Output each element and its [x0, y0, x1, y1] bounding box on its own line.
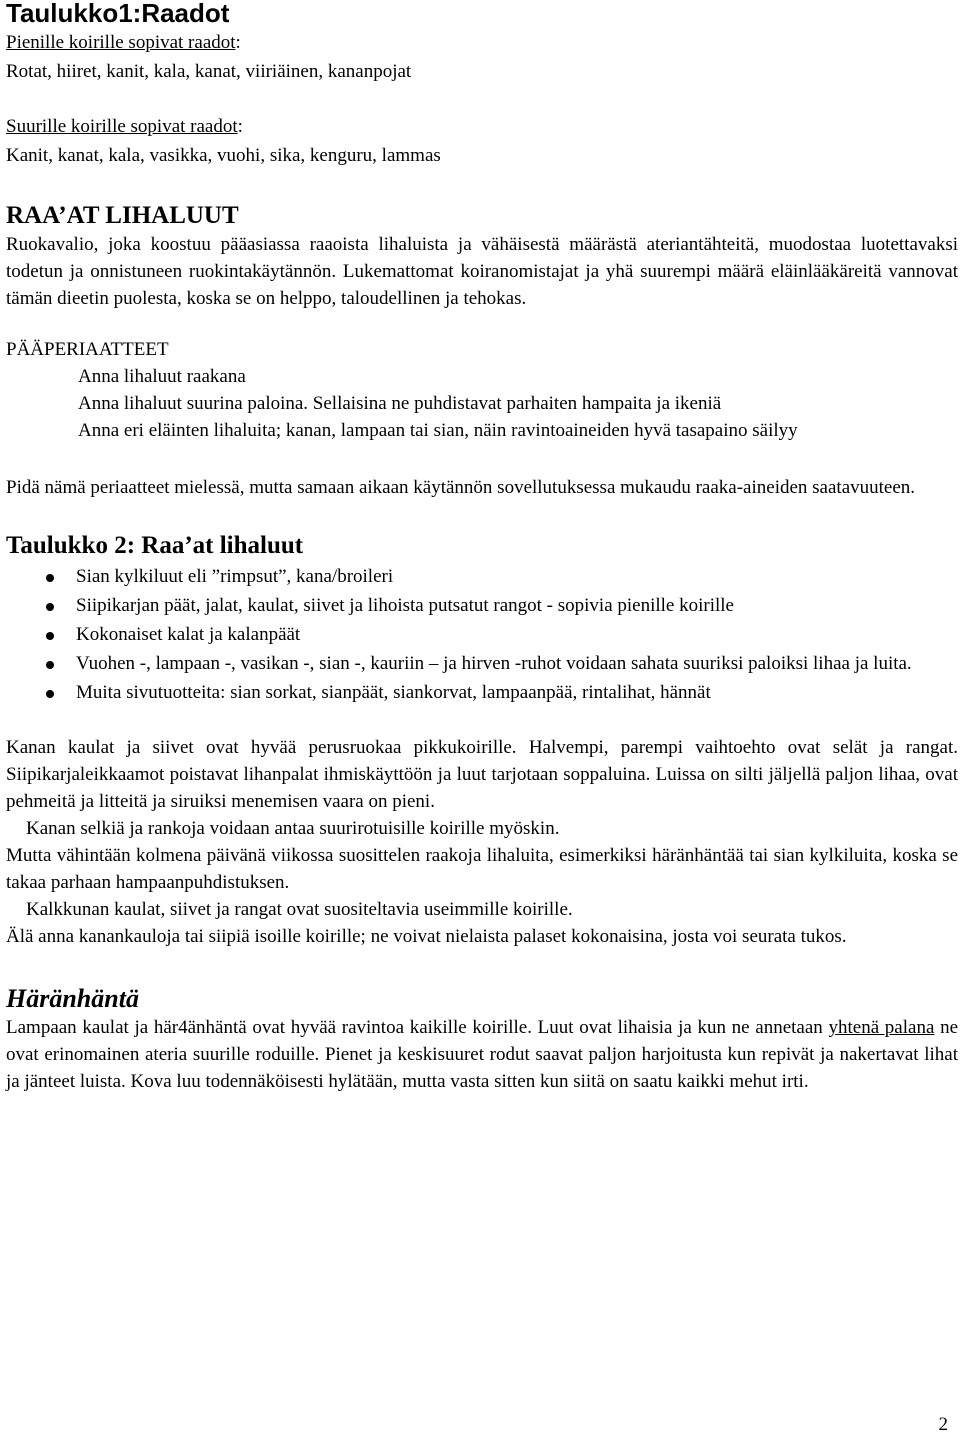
list-item: Vuohen -, lampaan -, vasikan -, sian -, kauriin – ja hirven -ruhot voidaan sahata suuriksi paloiksi lihaa ja luita.	[6, 650, 958, 679]
bullet-icon	[46, 603, 54, 611]
bullet-icon	[46, 574, 54, 582]
document-page	[6, 0, 958, 1095]
list-item: Siipikarjan päät, jalat, kaulat, siivet ja lihoista putsatut rangot - sopivia pienille koirille	[6, 592, 958, 621]
bullet-icon	[46, 690, 54, 698]
large-dogs-section	[6, 112, 958, 141]
principles-note: Pidä nämä periaatteet mielessä, mutta samaan aikaan käytännön sovellutuksessa mukaudu raaka-aineiden saatavuuteen.	[6, 477, 916, 498]
small-dogs-items: Rotat, hiiret, kanit, kala, kanat, viiriäinen, kananpojat	[6, 61, 412, 82]
large-dogs-items: Kanit, kanat, kala, vasikka, vuohi, sika, kenguru, lammas	[6, 145, 441, 166]
list-item: Anna eri eläinten lihaluita; kanan, lampaan tai sian, näin ravintoaineiden hyvä tasapaino säilyy	[78, 420, 798, 441]
list-item: Anna lihaluut raakana	[78, 366, 246, 387]
large-dogs-colon: :	[237, 116, 243, 137]
list-item: Sian kylkiluut eli ”rimpsut”, kana/broileri	[6, 563, 958, 592]
oxtail-underlined-text: yhtenä palana	[828, 1017, 935, 1038]
bullet-icon	[46, 632, 54, 640]
oxtail-heading: Häränhäntä	[6, 984, 139, 1013]
oxtail-paragraph: Lampaan kaulat ja här4änhäntä ovat hyvää ravintoa kaikille koirille. Luut ovat lihaisia ja kun ne annetaan yhtenä palana ne ovat erinomainen ateria suurille roduille. Pienet ja keskisuuret rodut saavat paljon harjoitusta kun repivät ja nakertavat lihat ja jänteet luista. Kova luu todennäköisesti hylätään, mutta vasta sitten kun siitä on saatu kaikki mehut irti.	[6, 1017, 958, 1092]
body-paragraph-3: Mutta vähintään kolmena päivänä viikossa suosittelen raakoja lihaluita, esimerkiksi häränhäntää tai sian kylkiluita, koska se takaa parhaan hampaanpuhdistuksen.	[6, 845, 958, 893]
body-paragraph-1: Kanan kaulat ja siivet ovat hyvää perusruokaa pikkukoirille. Halvempi, parempi vaihtoehto ovat selät ja rangat. Siipikarjaleikkaamot poistavat lihanpalat ihmiskäyttöön ja luut tarjotaan soppaluina. Luissa on silti jäljellä paljon lihaa, ovat pehmeitä ja litteitä ja siruiksi menemisen vaara on pieni.	[6, 737, 958, 812]
table2-list	[6, 563, 958, 708]
principles-list	[6, 364, 958, 445]
body-paragraph-2: Kanan selkiä ja rankoja voidaan antaa suurirotuisille koirille myöskin.	[26, 818, 560, 839]
raw-bones-heading: RAA’AT LIHALUUT	[6, 202, 239, 229]
small-dogs-heading: Pienille koirille sopivat raadot	[6, 32, 236, 53]
bullet-icon	[46, 661, 54, 669]
page-number: 2	[938, 1414, 948, 1435]
list-item: Muita sivutuotteita: sian sorkat, sianpäät, siankorvat, lampaanpää, rintalihat, hännät	[6, 679, 958, 708]
large-dogs-heading: Suurille koirille sopivat raadot	[6, 116, 238, 137]
table2-heading: Taulukko 2: Raa’at lihaluut	[6, 532, 304, 559]
list-item: Kokonaiset kalat ja kalanpäät	[6, 621, 958, 650]
raw-bones-paragraph: Ruokavalio, joka koostuu pääasiassa raaoista lihaluista ja vähäisestä määrästä ateriantähteitä, muodostaa luotettavaksi todetun ja onnistuneen ruokintakäytännön. Lukemattomat koiranomistajat ja yhä suurempi määrä eläinlääkäreitä vannovat tämän dieetin puolesta, koska se on helppo, taloudellinen ja tehokas.	[6, 234, 958, 309]
page-title: Taulukko1:Raadot	[6, 0, 230, 28]
principles-heading: PÄÄPERIAATTEET	[6, 339, 169, 360]
small-dogs-colon: :	[235, 32, 241, 53]
body-paragraph-5: Älä anna kanankauloja tai siipiä isoille koirille; ne voivat nielaista palaset kokonaisina, josta voi seurata tukos.	[6, 926, 847, 947]
small-dogs-section	[6, 28, 958, 57]
body-paragraph-4: Kalkkunan kaulat, siivet ja rangat ovat suositeltavia useimmille koirille.	[26, 899, 573, 920]
list-item: Anna lihaluut suurina paloina. Sellaisina ne puhdistavat parhaiten hampaita ja ikeniä	[78, 392, 722, 414]
